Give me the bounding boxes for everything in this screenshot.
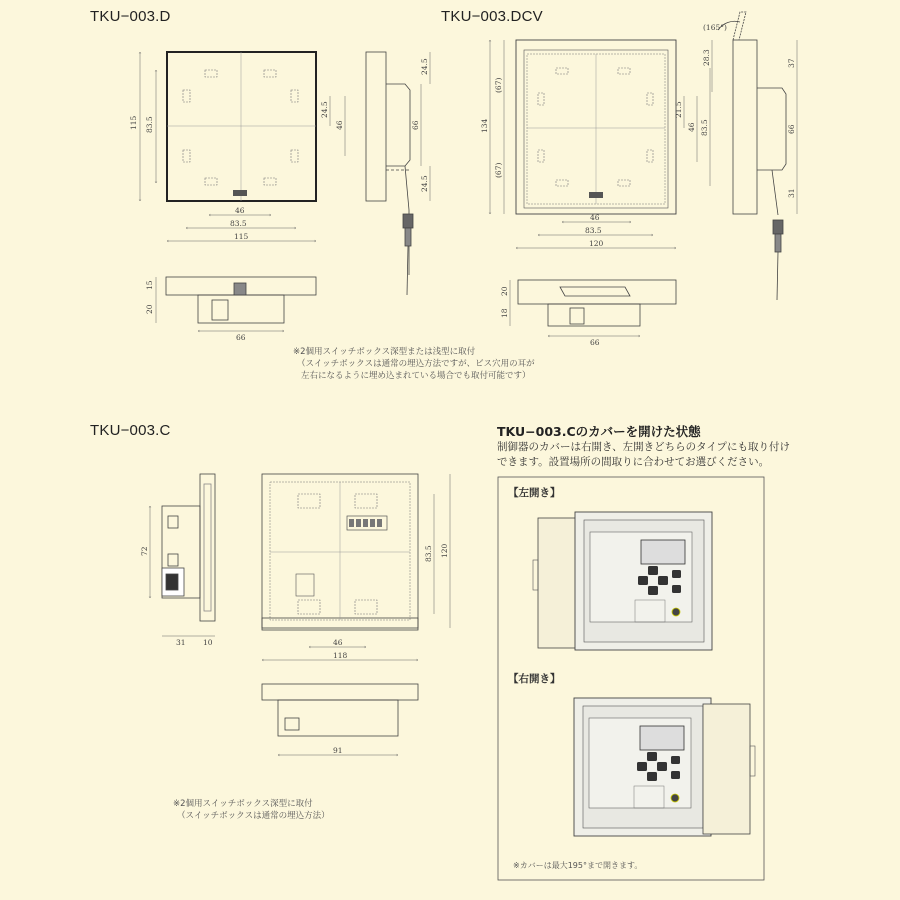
title-tku-003-dcv: TKU−003.DCV xyxy=(441,8,543,25)
d-dim-115: 115 xyxy=(234,232,249,241)
dcv-dim-67-top: (67) xyxy=(494,77,503,93)
dcv-dim-31: 31 xyxy=(787,188,796,198)
dcv-dim-20: 20 xyxy=(500,286,509,296)
d-dim-24-5-bottom: 24.5 xyxy=(420,175,429,192)
cover-panel-title: TKU−003.Cのカバーを開けた状態 xyxy=(497,424,701,439)
dcv-dim-angle: (165°) xyxy=(703,23,727,32)
dcv-dim-46-vert: 46 xyxy=(687,122,696,132)
note-c-line-2: （スイッチボックスは通常の埋込方法） xyxy=(177,811,330,821)
dcv-dimensions xyxy=(490,40,797,336)
d-dim-83-5-vert: 83.5 xyxy=(145,116,154,133)
c-dim-labels xyxy=(140,543,449,755)
label-left-open: 【左開き】 xyxy=(508,487,561,499)
dcv-dim-66-side: 66 xyxy=(787,124,796,134)
note-c-line-1: ※2個用スイッチボックス深型に取付 xyxy=(173,799,313,809)
c-dim-10: 10 xyxy=(203,638,213,647)
dcv-dim-120: 120 xyxy=(589,239,604,248)
d-dim-24-5-mid: 24.5 xyxy=(320,101,329,118)
d-dim-46-vert: 46 xyxy=(335,120,344,130)
note-d-line-1: ※2個用スイッチボックス深型または浅型に取付 xyxy=(293,347,476,357)
c-bottom-view xyxy=(262,684,418,736)
dcv-dim-21-5: 21.5 xyxy=(674,101,683,118)
dcv-dim-46: 46 xyxy=(590,213,600,222)
dcv-dim-67-bottom: (67) xyxy=(494,162,503,178)
d-dim-24-5-top: 24.5 xyxy=(420,58,429,75)
d-dim-115-vert: 115 xyxy=(129,115,138,130)
d-dim-83-5: 83.5 xyxy=(230,219,247,228)
dcv-dim-18: 18 xyxy=(500,308,509,318)
dcv-dim-83-5-vert: 83.5 xyxy=(700,119,709,136)
note-d-line-2: （スイッチボックスは通常の埋込方法ですが、ビス穴用の耳が xyxy=(297,359,535,369)
title-tku-003-d: TKU−003.D xyxy=(90,8,171,25)
d-dim-15: 15 xyxy=(145,280,154,290)
d-dim-66: 66 xyxy=(236,333,246,342)
dcv-dim-37: 37 xyxy=(787,58,796,68)
c-dim-72: 72 xyxy=(140,546,149,556)
c-front-view xyxy=(262,474,418,630)
left-open-device xyxy=(533,512,712,650)
c-dimensions xyxy=(150,474,450,755)
dcv-dim-labels xyxy=(480,23,796,347)
dcv-dim-66-bottom: 66 xyxy=(590,338,600,347)
cover-footnote: ※カバーは最大195°まで開きます。 xyxy=(513,861,643,870)
d-dimensions xyxy=(140,52,430,331)
c-dim-118: 118 xyxy=(333,651,348,660)
c-dim-46: 46 xyxy=(333,638,343,647)
d-dim-66-vert: 66 xyxy=(411,120,420,130)
title-tku-003-c: TKU−003.C xyxy=(90,422,171,439)
dcv-side-view xyxy=(718,12,786,300)
d-dim-46: 46 xyxy=(235,206,245,215)
right-open-device xyxy=(574,698,755,836)
note-d-line-3: 左右になるように埋め込まれている場合でも取付可能です） xyxy=(301,371,531,381)
dcv-dim-83-5: 83.5 xyxy=(585,226,602,235)
cover-panel-desc-line-1: 制御器のカバーは右開き、左開きどちらのタイプにも取り付け xyxy=(497,441,791,453)
label-right-open: 【右開き】 xyxy=(508,673,561,685)
dcv-dim-134: 134 xyxy=(480,118,489,133)
c-side-view xyxy=(162,474,215,621)
c-dim-120: 120 xyxy=(440,543,449,558)
c-dim-83-5: 83.5 xyxy=(424,545,433,562)
c-dim-91: 91 xyxy=(333,746,343,755)
dcv-bottom-view xyxy=(518,280,676,326)
cover-panel-desc-line-2: できます。設置場所の間取りに合わせてお選びください。 xyxy=(497,456,770,468)
d-dim-20: 20 xyxy=(145,304,154,314)
c-dim-31: 31 xyxy=(176,638,186,647)
d-bottom-view xyxy=(166,277,316,323)
d-side-view xyxy=(366,52,413,295)
dcv-dim-28-3: 28.3 xyxy=(702,49,711,66)
dcv-front-view xyxy=(516,40,676,214)
d-front-view xyxy=(167,52,316,201)
